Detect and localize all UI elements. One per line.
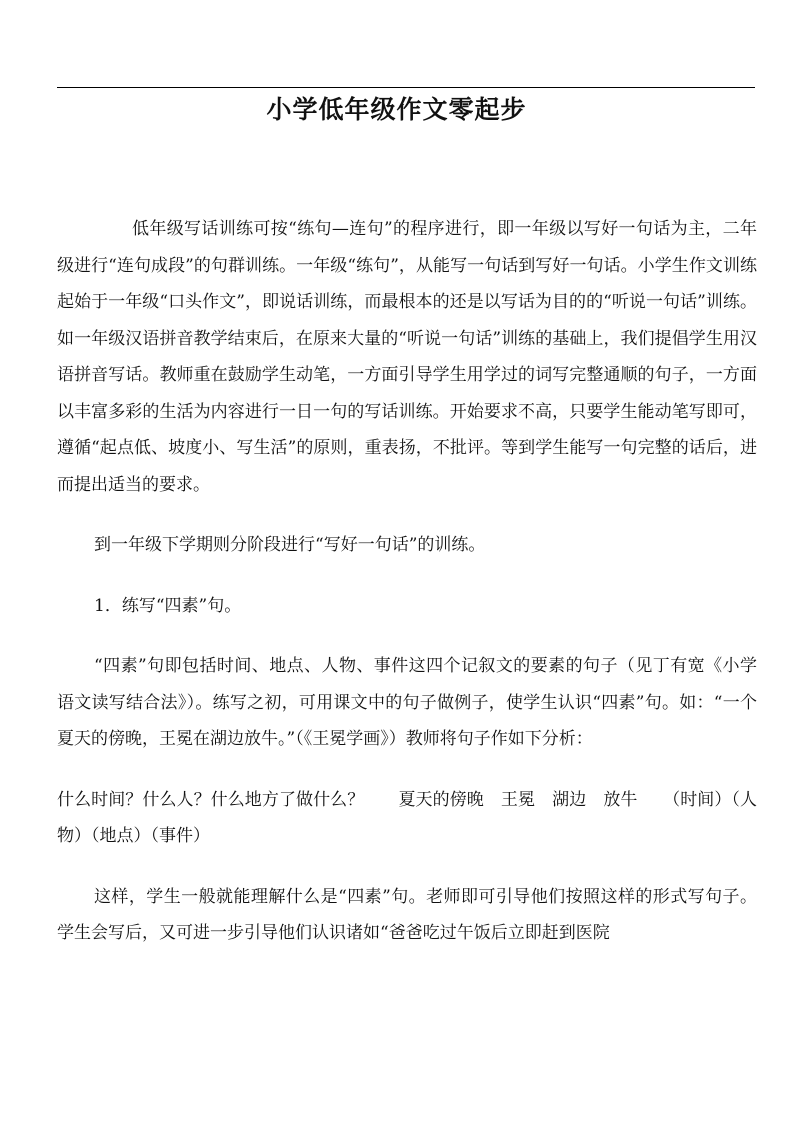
paragraph-conclusion: 这样，学生一般就能理解什么是“四素”句。老师即可引导他们按照这样的形式写句子。学生会写后，又可进一步引导他们认识诸如“爸爸吃过午饭后立即赶到医院 [57,886,757,943]
paragraph-analysis: 什么时间？什么人？什么地方了做什么？ 夏天的傍晚 王冕 湖边 放牛 （时间）（人物）（地点）（事件） [57,789,757,846]
document-body [57,211,757,952]
paragraph-second-term: 到一年级下学期则分阶段进行“写好一句话”的训练。 [94,535,486,555]
document-title: 小学低年级作文零起步 [266,95,527,124]
paragraph-four-elements: “四素”句即包括时间、地点、人物、事件这四个记叙文的要素的句子（见丁有宽《小学语文读写结合法》）。练写之初，可用课文中的句子做例子，使学生认识“四素”句。如：“一个夏天的傍晚，王冕在湖边放牛。”（《王冕学画》）教师将句子作如下分析： [57,656,757,749]
paragraph-heading-1: 1．练写“四素”句。 [94,595,242,616]
header-rule [57,87,755,88]
paragraph-intro: 低年级写话训练可按“练句—连句”的程序进行，即一年级以写好一句话为主，二年级进行“连句成段”的句群训练。一年级“练句”，从能写一句话到写好一句话。小学生作文训练起始于一年级“口头作文”，即说话训练，而最根本的还是以写话为目的的“听说一句话”训练。如一年级汉语拼音教学结束后，在原来大量的“听说一句话”训练的基础上，我们提倡学生用汉语拼音写话。教师重在鼓励学生动笔，一方面引导学生用学过的词写完整通顺的句子，一方面以丰富多彩的生活为内容进行一日一句的写话训练。开始要求不高，只要学生能动笔写即可，遵循“起点低、坡度小、写生活”的原则，重表扬，不批评。等到学生能写一句完整的话后，进而提出适当的要求。 [57,219,757,495]
